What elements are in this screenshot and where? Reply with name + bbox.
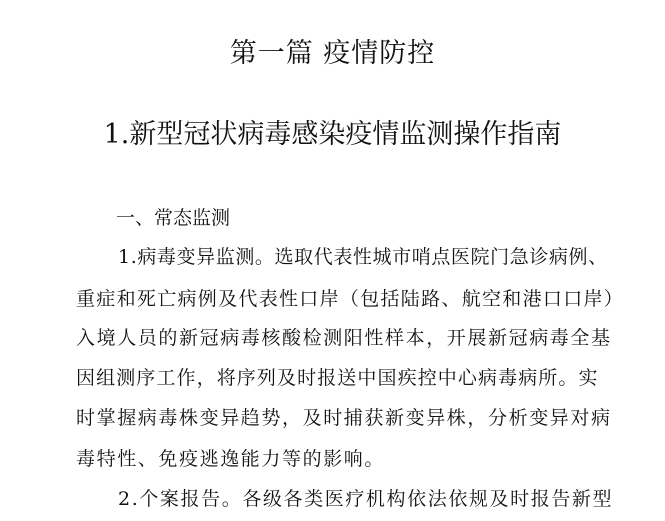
part-title: 第一篇 疫情防控	[229, 38, 436, 69]
paragraph-line: 时掌握病毒株变异趋势，及时捕获新变异株，分析变异对病	[76, 407, 612, 429]
paragraph-line: 毒特性、免疫逃逸能力等的影响。	[76, 448, 386, 470]
paragraph-line: 入境人员的新冠病毒核酸检测阳性样本，开展新冠病毒全基	[76, 327, 612, 349]
document-title: 1.新型冠状病毒感染疫情监测操作指南	[103, 119, 562, 150]
paragraph-line: 重症和死亡病例及代表性口岸（包括陆路、航空和港口口岸）	[76, 288, 625, 310]
paragraph-line: 1.病毒变异监测。选取代表性城市哨点医院门急诊病例、	[118, 246, 608, 268]
paragraph-line: 2.个案报告。各级各类医疗机构依法依规及时报告新型	[118, 488, 614, 510]
section-heading: 一、常态监测	[116, 207, 231, 229]
paragraph-line: 因组测序工作，将序列及时报送中国疾控中心病毒病所。实	[76, 367, 599, 389]
